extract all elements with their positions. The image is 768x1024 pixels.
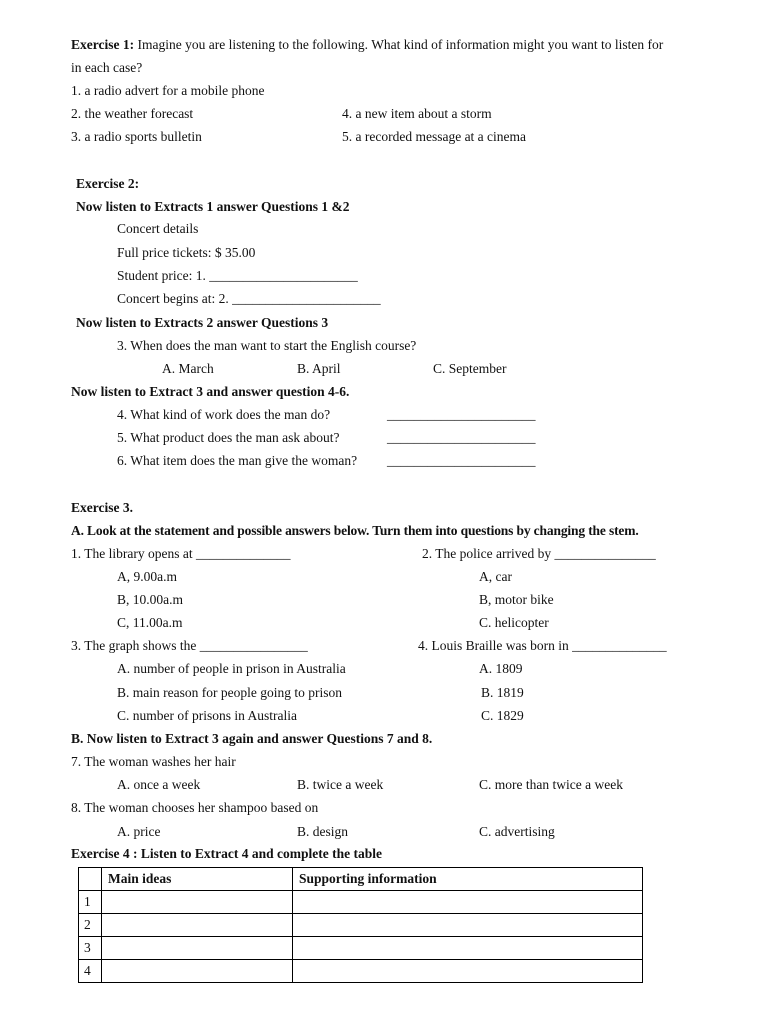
- ex3-q3-option: A. number of people in prison in Australia: [117, 661, 346, 676]
- question-3-option: B. April: [297, 361, 341, 376]
- question-5: 5. What product does the man ask about?: [117, 430, 340, 445]
- table-corner-cell: [79, 868, 102, 891]
- exercise-3-b-heading: B. Now listen to Extract 3 again and answer Questions 7 and 8.: [71, 731, 433, 746]
- question-3-option: A. March: [162, 361, 214, 376]
- exercise-1-prompt-cont: in each case?: [71, 60, 143, 75]
- ex3-q7-option: B. twice a week: [297, 777, 384, 792]
- answer-blank: ______________________: [387, 453, 536, 468]
- exercise-2-heading-2: Now listen to Extracts 2 answer Questions 3: [76, 315, 329, 330]
- table-row: [79, 914, 643, 937]
- ex3-question-1: 1. The library opens at ______________: [71, 546, 291, 561]
- exercise-3-title: Exercise 3.: [71, 500, 133, 515]
- ex3-q3-option: B. main reason for people going to prison: [117, 685, 342, 700]
- column-header-main-ideas: Main ideas: [102, 868, 293, 891]
- ex3-q7-option: A. once a week: [117, 777, 201, 792]
- ex3-q2-option: C. helicopter: [479, 615, 549, 630]
- ex3-q4-option: A. 1809: [479, 661, 523, 676]
- supporting-info-cell[interactable]: [293, 891, 643, 914]
- exercise-3-a-heading: A. Look at the statement and possible answers below. Turn them into questions by changing the stem.: [71, 523, 639, 538]
- ex3-q4-option: C. 1829: [481, 708, 524, 723]
- exercise-1-item: 5. a recorded message at a cinema: [342, 129, 527, 144]
- ex3-q4-option: B. 1819: [481, 685, 524, 700]
- ex3-question-4: 4. Louis Braille was born in ______________: [418, 638, 667, 653]
- question-3: 3. When does the man want to start the English course?: [117, 338, 417, 353]
- main-idea-cell[interactable]: [102, 960, 293, 983]
- ex3-q2-option: A, car: [479, 569, 512, 584]
- supporting-info-cell[interactable]: [293, 914, 643, 937]
- supporting-info-cell[interactable]: [293, 960, 643, 983]
- table-header-row: [79, 868, 643, 891]
- ex3-q8-option: B. design: [297, 824, 349, 839]
- ex3-question-8: 8. The woman chooses her shampoo based on: [71, 800, 319, 815]
- answer-blank: ______________________: [387, 430, 536, 445]
- exercise-2-title: Exercise 2:: [76, 176, 140, 191]
- ex3-question-7: 7. The woman washes her hair: [71, 754, 236, 769]
- row-number: 2: [79, 914, 102, 937]
- exercise-1-item: 4. a new item about a storm: [342, 106, 492, 121]
- student-price-line: Student price: 1. ______________________: [117, 268, 358, 283]
- ex3-q2-option: B, motor bike: [479, 592, 554, 607]
- table-row: [79, 960, 643, 983]
- row-number: 3: [79, 937, 102, 960]
- column-header-supporting-info: Supporting information: [293, 868, 643, 891]
- question-4: 4. What kind of work does the man do?: [117, 407, 331, 422]
- ex3-q1-option: B, 10.00a.m: [117, 592, 183, 607]
- exercise-1-item: 1. a radio advert for a mobile phone: [71, 83, 265, 98]
- ex3-q7-option: C. more than twice a week: [479, 777, 623, 792]
- answer-blank: ______________________: [387, 407, 536, 422]
- concert-begins-line: Concert begins at: 2. ______________________: [117, 291, 381, 306]
- question-3-option: C. September: [433, 361, 507, 376]
- full-price-line: Full price tickets: $ 35.00: [117, 245, 256, 260]
- exercise-2-heading-1: Now listen to Extracts 1 answer Questions 1 &2: [76, 199, 350, 214]
- ex3-question-2: 2. The police arrived by _______________: [422, 546, 656, 561]
- exercise-1-title: Exercise 1:: [71, 37, 135, 52]
- exercise-1-item: 2. the weather forecast: [71, 106, 194, 121]
- exercise-1-intro: [71, 37, 663, 53]
- concert-details-label: Concert details: [117, 221, 199, 236]
- main-idea-cell[interactable]: [102, 914, 293, 937]
- ex3-question-3: 3. The graph shows the ________________: [71, 638, 308, 653]
- exercise-1-prompt: Imagine you are listening to the following. What kind of information might you want to listen for: [134, 37, 664, 52]
- main-idea-cell[interactable]: [102, 937, 293, 960]
- exercise-2-heading-3: Now listen to Extract 3 and answer question 4-6.: [71, 384, 350, 399]
- ex3-q8-option: A. price: [117, 824, 161, 839]
- ex3-q1-option: C, 11.00a.m: [117, 615, 183, 630]
- ex3-q1-option: A, 9.00a.m: [117, 569, 177, 584]
- exercise-4-title: Exercise 4 : Listen to Extract 4 and complete the table: [71, 846, 382, 861]
- supporting-info-cell[interactable]: [293, 937, 643, 960]
- ex3-q3-option: C. number of prisons in Australia: [117, 708, 297, 723]
- ex3-q8-option: C. advertising: [479, 824, 555, 839]
- row-number: 1: [79, 891, 102, 914]
- exercise-4-table: [78, 867, 643, 983]
- exercise-1-item: 3. a radio sports bulletin: [71, 129, 202, 144]
- table-row: [79, 937, 643, 960]
- row-number: 4: [79, 960, 102, 983]
- table-row: [79, 891, 643, 914]
- main-idea-cell[interactable]: [102, 891, 293, 914]
- question-6: 6. What item does the man give the woman?: [117, 453, 358, 468]
